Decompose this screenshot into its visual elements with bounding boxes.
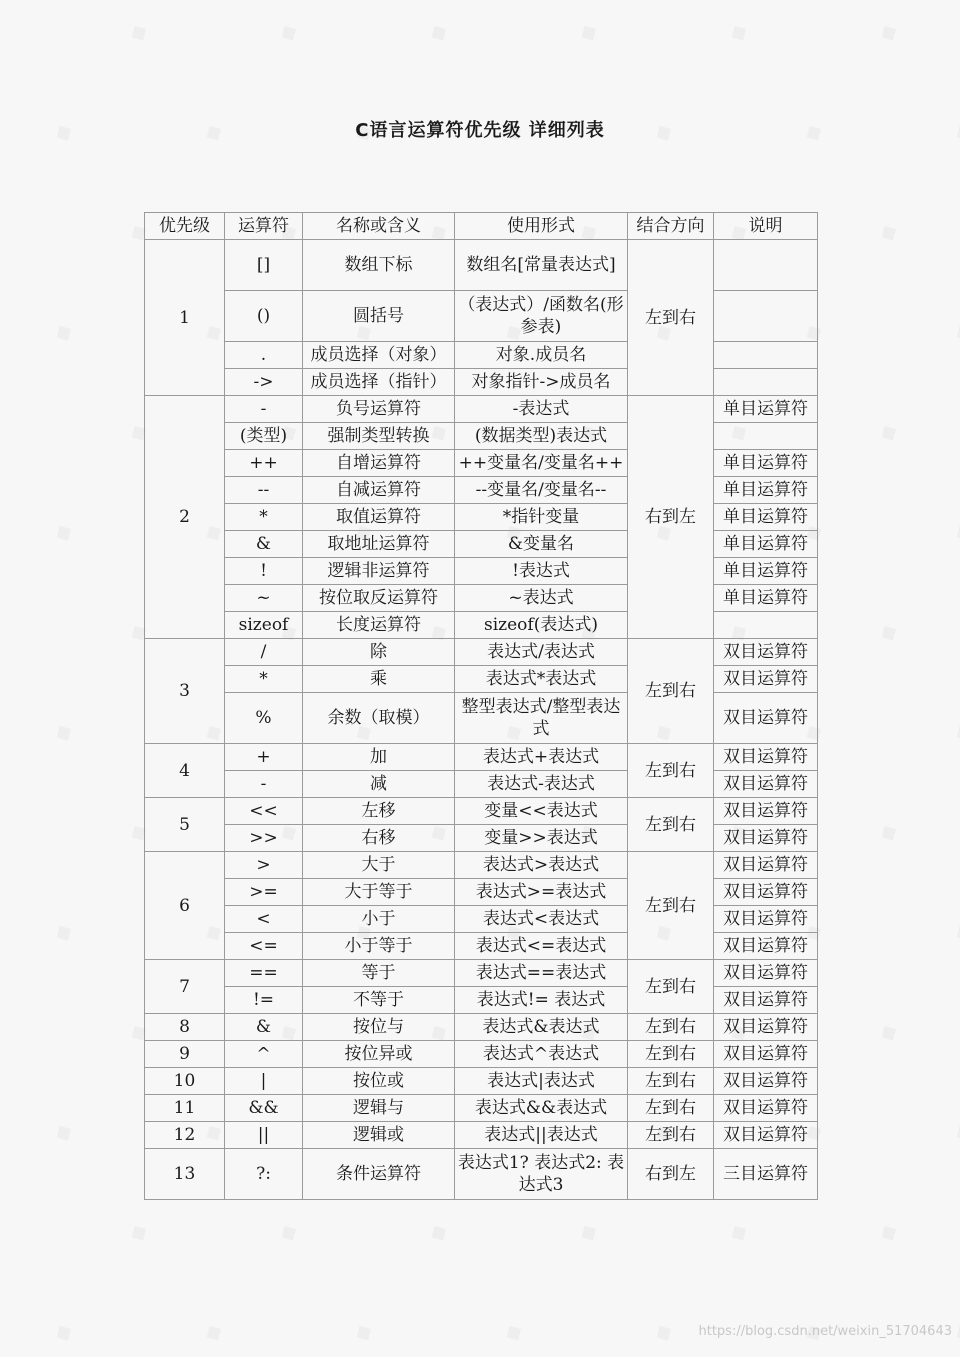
operator-cell: >> [225,825,303,852]
usage-cell: &变量名 [455,531,628,558]
table-header-row [145,213,818,240]
associativity-cell: 左到右 [628,240,714,396]
usage-cell: 表达式^表达式 [455,1041,628,1068]
watermark-mark [50,917,77,947]
operator-cell: () [225,291,303,342]
usage-cell: 表达式!= 表达式 [455,987,628,1014]
name-cell: 除 [303,639,455,666]
name-cell: 强制类型转换 [303,423,455,450]
table-row [145,960,818,987]
watermark-mark [0,17,2,47]
associativity-cell: 左到右 [628,1068,714,1095]
name-cell: 加 [303,744,455,771]
table-row [145,987,818,1014]
table-row [145,1122,818,1149]
note-cell: 双目运算符 [714,639,818,666]
note-cell [714,240,818,291]
note-cell: 双目运算符 [714,1122,818,1149]
watermark-mark [425,1217,452,1247]
header-priority: 优先级 [145,213,225,240]
operator-cell: == [225,960,303,987]
note-cell: 三目运算符 [714,1149,818,1200]
name-cell: 按位异或 [303,1041,455,1068]
watermark-mark [275,17,302,47]
note-cell: 单目运算符 [714,585,818,612]
note-cell: 单目运算符 [714,531,818,558]
table-row [145,693,818,744]
note-cell [714,291,818,342]
watermark-mark [350,1317,377,1347]
usage-cell: 表达式>=表达式 [455,879,628,906]
watermark-mark [950,717,960,747]
operator-cell: % [225,693,303,744]
table-row [145,558,818,585]
table-row [145,291,818,342]
table-row [145,906,818,933]
usage-cell: *指针变量 [455,504,628,531]
usage-cell: 对象.成员名 [455,342,628,369]
header-note: 说明 [714,213,818,240]
watermark-mark [950,317,960,347]
usage-cell: 表达式||表达式 [455,1122,628,1149]
usage-cell: --变量名/变量名-- [455,477,628,504]
operator-cell: < [225,906,303,933]
note-cell [714,369,818,396]
table-row [145,240,818,291]
priority-cell: 13 [145,1149,225,1200]
name-cell: 小于等于 [303,933,455,960]
operator-cell: & [225,531,303,558]
priority-cell: 3 [145,639,225,744]
priority-cell: 5 [145,798,225,852]
table-row [145,879,818,906]
usage-cell: 表达式-表达式 [455,771,628,798]
table-row [145,825,818,852]
note-cell: 双目运算符 [714,852,818,879]
name-cell: 按位与 [303,1014,455,1041]
name-cell: 不等于 [303,987,455,1014]
name-cell: 成员选择（对象） [303,342,455,369]
operator-cell: - [225,771,303,798]
header-usage: 使用形式 [455,213,628,240]
page-title: C语言运算符优先级 详细列表 [355,120,605,141]
priority-cell: 1 [145,240,225,396]
operator-cell: (类型) [225,423,303,450]
priority-cell: 12 [145,1122,225,1149]
associativity-cell: 左到右 [628,798,714,852]
note-cell: 双目运算符 [714,1014,818,1041]
source-url-watermark: https://blog.csdn.net/weixin_51704643 [698,1324,952,1339]
note-cell: 双目运算符 [714,798,818,825]
name-cell: 逻辑或 [303,1122,455,1149]
associativity-cell: 左到右 [628,1095,714,1122]
watermark-mark [0,617,2,647]
usage-cell: 数组名[常量表达式] [455,240,628,291]
associativity-cell: 左到右 [628,1122,714,1149]
operator-cell: sizeof [225,612,303,639]
table-row [145,852,818,879]
operator-cell: ^ [225,1041,303,1068]
note-cell: 双目运算符 [714,906,818,933]
name-cell: 逻辑与 [303,1095,455,1122]
watermark-mark [50,1117,77,1147]
name-cell: 大于 [303,852,455,879]
watermark-mark [500,1317,527,1347]
watermark-mark [875,217,902,247]
watermark-mark [725,1217,752,1247]
usage-cell: 表达式*表达式 [455,666,628,693]
table-row [145,585,818,612]
usage-cell: 表达式1? 表达式2: 表达式3 [455,1149,628,1200]
watermark-mark [875,817,902,847]
note-cell: 双目运算符 [714,987,818,1014]
operator-cell: ~ [225,585,303,612]
table-row [145,666,818,693]
associativity-cell: 左到右 [628,960,714,1014]
note-cell: 双目运算符 [714,744,818,771]
watermark-mark [875,417,902,447]
priority-cell: 10 [145,1068,225,1095]
header-associativity: 结合方向 [628,213,714,240]
operator-cell: ?: [225,1149,303,1200]
usage-cell: sizeof(表达式) [455,612,628,639]
operator-cell: > [225,852,303,879]
table-row [145,933,818,960]
table-row [145,798,818,825]
table-row [145,612,818,639]
table-row [145,1041,818,1068]
associativity-cell: 左到右 [628,744,714,798]
name-cell: 右移 [303,825,455,852]
watermark-mark [875,617,902,647]
name-cell: 自减运算符 [303,477,455,504]
priority-cell: 8 [145,1014,225,1041]
associativity-cell: 左到右 [628,1014,714,1041]
usage-cell: -表达式 [455,396,628,423]
usage-cell: 表达式&表达式 [455,1014,628,1041]
note-cell: 双目运算符 [714,960,818,987]
watermark-mark [50,317,77,347]
table-row [145,450,818,477]
name-cell: 左移 [303,798,455,825]
name-cell: 按位或 [303,1068,455,1095]
note-cell: 双目运算符 [714,825,818,852]
name-cell: 圆括号 [303,291,455,342]
note-cell [714,342,818,369]
watermark-mark [0,817,2,847]
note-cell: 单目运算符 [714,396,818,423]
name-cell: 自增运算符 [303,450,455,477]
priority-cell: 4 [145,744,225,798]
watermark-mark [0,1017,2,1047]
usage-cell: 表达式<=表达式 [455,933,628,960]
operator-cell: | [225,1068,303,1095]
watermark-mark [50,717,77,747]
watermark-mark [125,17,152,47]
note-cell: 双目运算符 [714,771,818,798]
usage-cell: 表达式|表达式 [455,1068,628,1095]
watermark-mark [875,1017,902,1047]
associativity-cell: 右到左 [628,396,714,639]
watermark-mark [875,17,902,47]
operator-cell: << [225,798,303,825]
name-cell: 乘 [303,666,455,693]
watermark-mark [650,1317,677,1347]
watermark-mark [575,17,602,47]
table-row [145,1095,818,1122]
note-cell: 单目运算符 [714,450,818,477]
name-cell: 余数（取模） [303,693,455,744]
associativity-cell: 左到右 [628,1041,714,1068]
operator-cell: / [225,639,303,666]
priority-cell: 9 [145,1041,225,1068]
name-cell: 小于 [303,906,455,933]
usage-cell: （表达式）/函数名(形参表) [455,291,628,342]
name-cell: 逻辑非运算符 [303,558,455,585]
note-cell: 双目运算符 [714,879,818,906]
name-cell: 取地址运算符 [303,531,455,558]
operator-cell: >= [225,879,303,906]
table-row [145,477,818,504]
name-cell: 长度运算符 [303,612,455,639]
watermark-mark [50,1317,77,1347]
associativity-cell: 右到左 [628,1149,714,1200]
note-cell: 单目运算符 [714,477,818,504]
usage-cell: 整型表达式/整型表达式 [455,693,628,744]
operator-cell: * [225,666,303,693]
usage-cell: 表达式/表达式 [455,639,628,666]
table-row [145,396,818,423]
name-cell: 取值运算符 [303,504,455,531]
table-row [145,423,818,450]
name-cell: 等于 [303,960,455,987]
operator-cell: [] [225,240,303,291]
usage-cell: ~表达式 [455,585,628,612]
note-cell: 单目运算符 [714,504,818,531]
note-cell: 双目运算符 [714,1095,818,1122]
usage-cell: ++变量名/变量名++ [455,450,628,477]
priority-cell: 7 [145,960,225,1014]
operator-cell: != [225,987,303,1014]
note-cell: 双目运算符 [714,666,818,693]
table-row [145,1014,818,1041]
operator-cell: ! [225,558,303,585]
watermark-mark [0,1217,2,1247]
table-row [145,342,818,369]
priority-cell: 11 [145,1095,225,1122]
name-cell: 条件运算符 [303,1149,455,1200]
note-cell [714,423,818,450]
watermark-mark [575,1217,602,1247]
name-cell: 成员选择（指针） [303,369,455,396]
name-cell: 减 [303,771,455,798]
table-row [145,531,818,558]
watermark-mark [875,1217,902,1247]
operator-cell: * [225,504,303,531]
note-cell: 双目运算符 [714,693,818,744]
usage-cell: 变量<<表达式 [455,798,628,825]
operator-cell: . [225,342,303,369]
associativity-cell: 左到右 [628,639,714,744]
usage-cell: 变量>>表达式 [455,825,628,852]
name-cell: 负号运算符 [303,396,455,423]
table-row [145,1068,818,1095]
watermark-mark [425,17,452,47]
table-row [145,771,818,798]
operator-precedence-table [144,212,818,1200]
operator-cell: -> [225,369,303,396]
usage-cell: 表达式&&表达式 [455,1095,628,1122]
watermark-mark [125,1217,152,1247]
header-name: 名称或含义 [303,213,455,240]
operator-cell: + [225,744,303,771]
priority-cell: 6 [145,852,225,960]
operator-cell: || [225,1122,303,1149]
usage-cell: !表达式 [455,558,628,585]
watermark-mark [275,1217,302,1247]
usage-cell: 表达式+表达式 [455,744,628,771]
watermark-mark [950,1117,960,1147]
watermark-mark [50,517,77,547]
name-cell: 按位取反运算符 [303,585,455,612]
watermark-mark [725,17,752,47]
header-operator: 运算符 [225,213,303,240]
note-cell [714,612,818,639]
table-row [145,744,818,771]
usage-cell: (数据类型)表达式 [455,423,628,450]
name-cell: 大于等于 [303,879,455,906]
priority-cell: 2 [145,396,225,639]
usage-cell: 对象指针->成员名 [455,369,628,396]
operator-cell: -- [225,477,303,504]
table-row [145,504,818,531]
usage-cell: 表达式<表达式 [455,906,628,933]
operator-cell: ++ [225,450,303,477]
usage-cell: 表达式==表达式 [455,960,628,987]
operator-cell: <= [225,933,303,960]
name-cell: 数组下标 [303,240,455,291]
operator-cell: && [225,1095,303,1122]
table-row [145,1149,818,1200]
note-cell: 双目运算符 [714,1068,818,1095]
watermark-mark [0,217,2,247]
operator-cell: - [225,396,303,423]
note-cell: 单目运算符 [714,558,818,585]
associativity-cell: 左到右 [628,852,714,960]
table-row [145,369,818,396]
watermark-mark [0,417,2,447]
watermark-mark [950,917,960,947]
note-cell: 双目运算符 [714,933,818,960]
watermark-mark [200,1317,227,1347]
operator-cell: & [225,1014,303,1041]
usage-cell: 表达式>表达式 [455,852,628,879]
table-row [145,639,818,666]
watermark-mark [950,517,960,547]
note-cell: 双目运算符 [714,1041,818,1068]
